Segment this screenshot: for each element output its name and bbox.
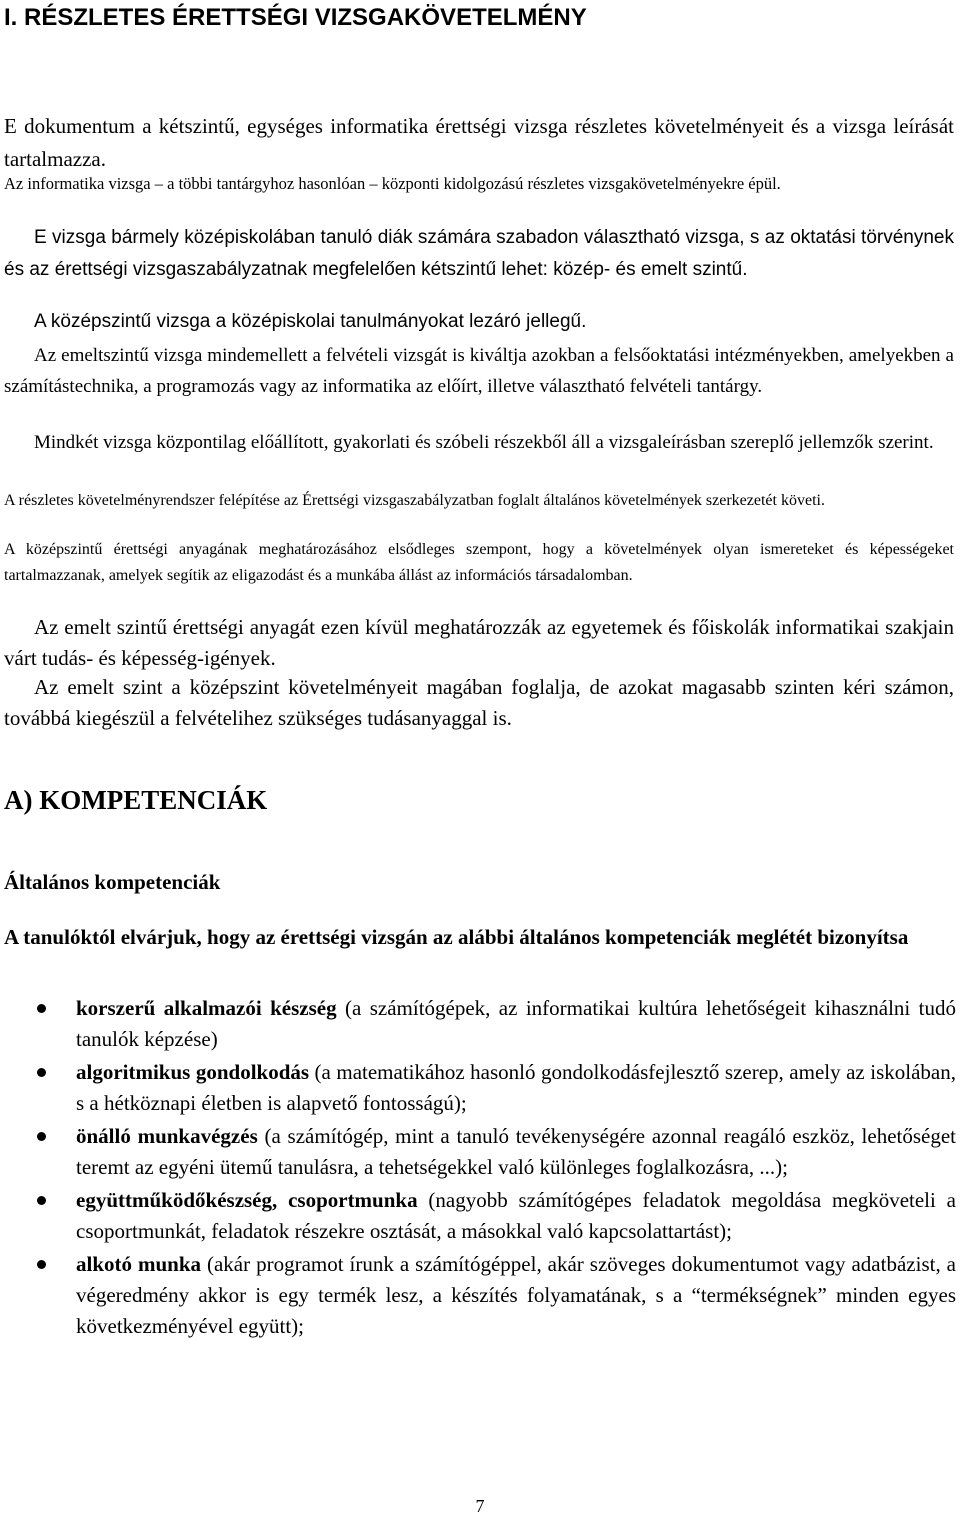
list-item [0,1057,960,1119]
intro-paragraph-10: Az emelt szint a középszint követelményeit magában foglalja, de azokat magasabb szinten kéri számon, továbbá kiegészül a felvételihez szükséges tudásanyaggal is. [4,675,954,730]
section-heading: A) KOMPETENCIÁK [4,785,268,815]
competency-list [0,993,960,1344]
competency-description: (a számítógépek, az informatikai kultúra lehetőségeit kihasználni tudó tanulók képzése) [76,996,956,1051]
list-item [0,1249,960,1342]
bullet-icon [37,1196,46,1205]
bullet-icon [37,1132,46,1141]
competency-term: algoritmikus gondolkodás [76,1060,310,1084]
competency-term: korszerű alkalmazói készség [76,996,337,1020]
intro-paragraph-9: Az emelt szintű érettségi anyagát ezen kívül meghatározzák az egyetemek és főiskolák informatikai szakjain várt tudás- és képesség-igények. [4,615,954,670]
intro-paragraph-6: Mindkét vizsga központilag előállított, gyakorlati és szóbeli részekből áll a vizsgaleírásban szereplő jellemzők szerint. [34,432,934,453]
intro-paragraph-8: A középszintű érettségi anyagának meghatározásához elsődleges szempont, hogy a követelmények olyan ismereteket és képességeket tartalmazzanak, amelyek segítik az eligazodást és a munkába állást az információs társadalomban. [4,541,954,584]
intro-paragraph-2: Az informatika vizsga – a többi tantárgyhoz hasonlóan – központi kidolgozású részletes vizsgakövetelményekre épül. [4,174,781,193]
competency-term: önálló munkavégzés [76,1124,258,1148]
page-number: 7 [475,1496,485,1516]
list-item [0,1185,960,1247]
list-item [0,1121,960,1183]
lead-text: A tanulóktól elvárjuk, hogy az érettségi vizsgán az alábbi általános kompetenciák meglétét bizonyítsa [4,925,909,949]
intro-paragraph-3: E vizsga bármely középiskolában tanuló diák számára szabadon választható vizsga, s az oktatási törvénynek és az érettségi vizsgaszabályzatnak megfelelően kétszintű lehet: közép- és emelt szintű. [4,227,954,280]
competency-description: (a matematikához hasonló gondolkodásfejlesztő szerep, amely az iskolában, s a hétköznapi életben is alapvető fontosságú); [76,1060,956,1115]
intro-paragraph-1: E dokumentum a kétszintű, egységes informatika érettségi vizsga részletes követelményeit és a vizsga leírását tartalmazza. [4,114,954,171]
bullet-icon [37,1068,46,1077]
bullet-icon [37,1260,46,1269]
document-title: I. RÉSZLETES ÉRETTSÉGI VIZSGAKÖVETELMÉNY [4,4,587,31]
intro-paragraph-5: Az emeltszintű vizsga mindemellett a felvételi vizsgát is kiváltja azokban a felsőoktatási intézményekben, amelyekben a számítástechnika, a programozás vagy az informatika az előírt, illetve választható felvételi tantárgy. [4,345,954,397]
intro-paragraph-4: A középszintű vizsga a középiskolai tanulmányokat lezáró jellegű. [34,311,587,332]
competency-description: (akár programot írunk a számítógéppel, akár szöveges dokumentumot vagy adatbázist, a végeredmény akkor is egy termék lesz, a készítés folyamatának, s a “termékségnek” minden egyes következményével együtt); [76,1252,956,1338]
competency-description: (a számítógép, mint a tanuló tevékenységére azonnal reagáló eszköz, lehetőséget teremt az egyéni ütemű tanulásra, a tehetségekkel való különleges foglalkozásra, ...); [76,1124,957,1179]
intro-paragraph-7: A részletes követelményrendszer felépítése az Érettségi vizsgaszabályzatban foglalt általános követelmények szerkezetét követi. [4,492,825,509]
competency-term: alkotó munka [76,1252,202,1276]
competency-term: együttműködőkészség, csoportmunka [76,1188,418,1212]
subsection-heading: Általános kompetenciák [4,870,221,894]
bullet-icon [37,1004,46,1013]
list-item [0,993,960,1055]
competency-description: (nagyobb számítógépes feladatok megoldása megköveteli a csoportmunkát, feladatok részekre osztását, a másokkal való kapcsolattartást); [76,1188,956,1243]
